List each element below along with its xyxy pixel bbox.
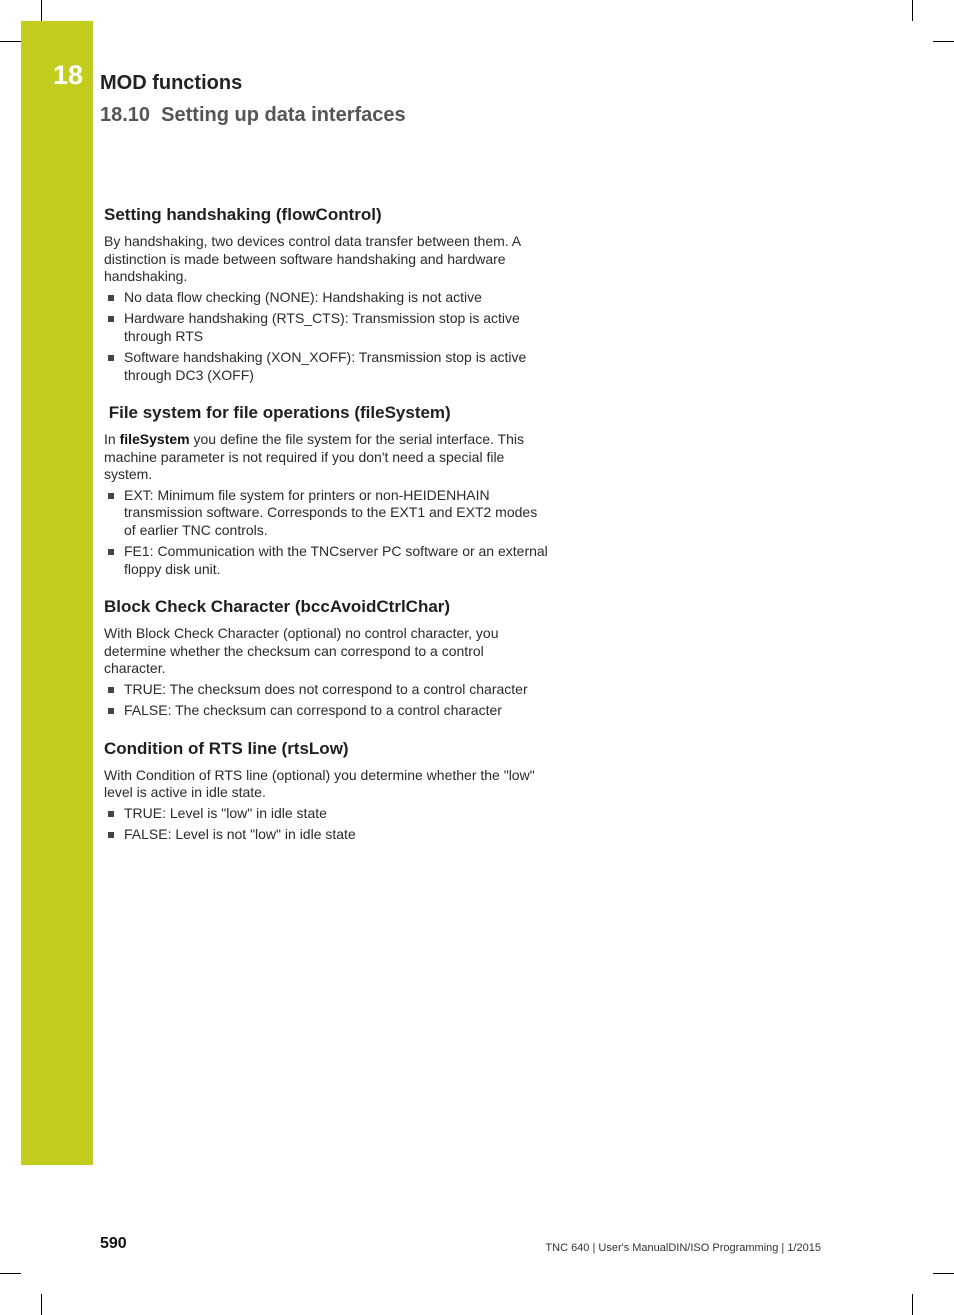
list-item (104, 487, 549, 540)
list-item (104, 310, 549, 345)
crop-mark (41, 0, 42, 21)
list-item (104, 289, 549, 307)
square-bullet-icon (108, 316, 114, 322)
chapter-number: 18 (53, 60, 84, 90)
square-bullet-icon (108, 708, 114, 714)
square-bullet-icon (108, 811, 114, 817)
crop-mark (912, 1294, 913, 1315)
section-heading: Setting handshaking (flowControl) (104, 205, 382, 224)
list-item (104, 826, 549, 844)
crop-mark (0, 41, 21, 42)
crop-mark (0, 1273, 21, 1274)
footer-text: TNC 640 | User's ManualDIN/ISO Programming | 1/2015 (545, 1242, 821, 1254)
chapter-title: MOD functions (100, 72, 243, 94)
list-item-text: EXT: Minimum file system for printers or non-HEIDENHAIN transmission software. Corresponds to the EXT1 and EXT2 modes of earlier TNC controls. (124, 486, 538, 538)
section-heading: File system for file operations (fileSystem) (104, 403, 451, 422)
square-bullet-icon (108, 295, 114, 301)
list-item (104, 805, 549, 823)
section-heading: Condition of RTS line (rtsLow) (104, 738, 349, 758)
list-item (104, 681, 549, 699)
paragraph-prefix: In (104, 431, 120, 447)
paragraph-suffix: you define the file system for the serial interface. This machine parameter is not required if you don't need a special file system. (104, 431, 524, 482)
section-paragraph: By handshaking, two devices control data transfer between them. A distinction is made between software handshaking and hardware handshaking. (104, 233, 521, 284)
page-number: 590 (100, 1235, 127, 1252)
bullet-list (104, 681, 549, 720)
crop-mark (41, 1294, 42, 1315)
chapter-sidebar (21, 21, 93, 1165)
page-content (104, 204, 549, 862)
bullet-list (104, 487, 549, 579)
crop-mark (933, 1273, 954, 1274)
section-rts-line (104, 738, 549, 844)
section-heading: Block Check Character (bccAvoidCtrlChar) (104, 597, 451, 616)
list-item (104, 349, 549, 384)
square-bullet-icon (108, 355, 114, 361)
section-paragraph: With Block Check Character (optional) no control character, you determine whether the checksum can correspond to a control character. (104, 625, 499, 676)
parameter-keyword: fileSystem (119, 431, 190, 447)
square-bullet-icon (108, 687, 114, 693)
list-item-text: TRUE: The checksum does not correspond to a control character (124, 680, 528, 697)
section-block-check (104, 596, 549, 720)
square-bullet-icon (108, 493, 114, 499)
bullet-list (104, 289, 549, 385)
list-item-text: Software handshaking (XON_XOFF): Transmission stop is active through DC3 (XOFF) (124, 349, 527, 383)
list-item (104, 702, 549, 720)
section-title: 18.10 Setting up data interfaces (100, 104, 406, 126)
section-file-system (104, 402, 549, 578)
list-item-text: FALSE: Level is not "low" in idle state (124, 826, 356, 842)
list-item (104, 543, 549, 578)
square-bullet-icon (108, 832, 114, 838)
section-paragraph: With Condition of RTS line (optional) you determine whether the "low" level is active in idle state. (104, 766, 535, 800)
section-paragraph (104, 431, 549, 484)
list-item-text: FALSE: The checksum can correspond to a control character (124, 702, 502, 718)
section-flow-control (104, 204, 549, 384)
crop-mark (912, 0, 913, 21)
square-bullet-icon (108, 549, 114, 555)
list-item-text: FE1: Communication with the TNCserver PC software or an external floppy disk unit. (124, 543, 548, 577)
list-item-text: No data flow checking (NONE): Handshaking is not active (124, 288, 482, 305)
list-item-text: Hardware handshaking (RTS_CTS): Transmission stop is active through RTS (124, 310, 520, 344)
list-item-text: TRUE: Level is "low" in idle state (124, 804, 327, 821)
crop-mark (933, 41, 954, 42)
bullet-list (104, 805, 549, 844)
